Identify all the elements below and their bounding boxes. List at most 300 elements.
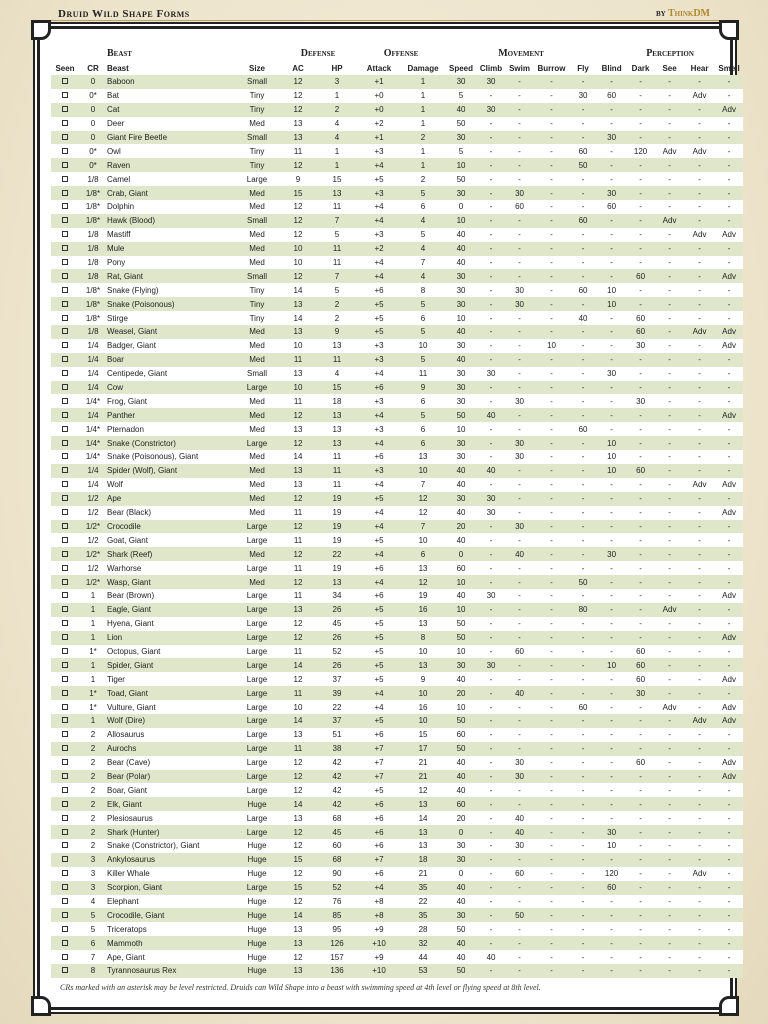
- seen-cell[interactable]: [51, 589, 79, 603]
- cell-burrow: -: [534, 895, 569, 909]
- cell-ac: 10: [279, 256, 317, 270]
- cell-hear: -: [684, 242, 715, 256]
- cell-burrow: -: [534, 297, 569, 311]
- seen-checkbox[interactable]: [62, 704, 68, 710]
- cell-dark: -: [626, 922, 655, 936]
- cell-see: -: [655, 436, 684, 450]
- cell-speed: 30: [445, 492, 477, 506]
- cell-attack: +6: [357, 561, 401, 575]
- cell-speed: 60: [445, 561, 477, 575]
- cell-climb: -: [477, 450, 505, 464]
- seen-checkbox[interactable]: [62, 912, 68, 918]
- seen-cell[interactable]: [51, 770, 79, 784]
- cell-attack: +7: [357, 756, 401, 770]
- seen-cell[interactable]: [51, 783, 79, 797]
- cell-burrow: -: [534, 436, 569, 450]
- seen-checkbox[interactable]: [62, 273, 68, 279]
- seen-cell[interactable]: [51, 756, 79, 770]
- seen-checkbox[interactable]: [62, 162, 68, 168]
- cell-hp: 60: [317, 839, 357, 853]
- cell-burrow: -: [534, 367, 569, 381]
- cell-cr: 4: [79, 895, 107, 909]
- cell-damage: 53: [401, 964, 445, 978]
- seen-checkbox[interactable]: [62, 384, 68, 390]
- cell-size: Med: [235, 464, 279, 478]
- cell-hp: 2: [317, 103, 357, 117]
- cell-swim: -: [505, 603, 534, 617]
- cell-beast: Snake (Constrictor): [107, 436, 235, 450]
- cell-hp: 37: [317, 714, 357, 728]
- cell-blind: -: [597, 964, 626, 978]
- seen-cell[interactable]: [51, 131, 79, 145]
- cell-beast: Snake (Poisonous), Giant: [107, 450, 235, 464]
- table-row: [51, 589, 743, 603]
- cell-cr: 1: [79, 617, 107, 631]
- column-header-hear: Hear: [690, 63, 709, 73]
- seen-cell[interactable]: [51, 839, 79, 853]
- table-row: [51, 839, 743, 853]
- cell-beast: Lion: [107, 631, 235, 645]
- cell-climb: -: [477, 811, 505, 825]
- seen-cell[interactable]: [51, 520, 79, 534]
- seen-checkbox[interactable]: [62, 676, 68, 682]
- seen-cell[interactable]: [51, 242, 79, 256]
- cell-hear: -: [684, 256, 715, 270]
- seen-cell[interactable]: [51, 908, 79, 922]
- column-header-dark: Dark: [631, 63, 650, 73]
- seen-checkbox[interactable]: [62, 620, 68, 626]
- seen-cell[interactable]: [51, 269, 79, 283]
- cell-smell: Adv: [715, 631, 743, 645]
- cell-fly: 60: [569, 144, 597, 158]
- seen-checkbox[interactable]: [62, 78, 68, 84]
- seen-cell[interactable]: [51, 742, 79, 756]
- seen-checkbox[interactable]: [62, 203, 68, 209]
- cell-beast: Weasel, Giant: [107, 325, 235, 339]
- cell-size: Large: [235, 728, 279, 742]
- seen-checkbox[interactable]: [62, 967, 68, 973]
- cell-speed: 50: [445, 922, 477, 936]
- seen-checkbox[interactable]: [62, 106, 68, 112]
- seen-checkbox[interactable]: [62, 231, 68, 237]
- seen-cell[interactable]: [51, 714, 79, 728]
- cell-cr: 1/4: [79, 464, 107, 478]
- seen-cell[interactable]: [51, 478, 79, 492]
- seen-cell[interactable]: [51, 436, 79, 450]
- seen-cell[interactable]: [51, 686, 79, 700]
- seen-cell[interactable]: [51, 881, 79, 895]
- cell-size: Med: [235, 394, 279, 408]
- cell-beast: Frog, Giant: [107, 394, 235, 408]
- seen-cell[interactable]: [51, 561, 79, 575]
- cell-damage: 12: [401, 575, 445, 589]
- cell-beast: Elk, Giant: [107, 797, 235, 811]
- seen-checkbox[interactable]: [62, 315, 68, 321]
- seen-checkbox[interactable]: [62, 217, 68, 223]
- cell-dark: -: [626, 547, 655, 561]
- cell-speed: 30: [445, 269, 477, 283]
- seen-checkbox[interactable]: [62, 606, 68, 612]
- cell-cr: 1/8: [79, 228, 107, 242]
- cell-speed: 20: [445, 520, 477, 534]
- cell-fly: -: [569, 520, 597, 534]
- seen-cell[interactable]: [51, 547, 79, 561]
- cell-attack: +6: [357, 283, 401, 297]
- seen-cell[interactable]: [51, 408, 79, 422]
- seen-checkbox[interactable]: [62, 870, 68, 876]
- table-row: [51, 714, 743, 728]
- cell-hp: 42: [317, 756, 357, 770]
- seen-cell[interactable]: [51, 325, 79, 339]
- cell-dark: -: [626, 797, 655, 811]
- seen-checkbox[interactable]: [62, 551, 68, 557]
- seen-checkbox[interactable]: [62, 829, 68, 835]
- cell-damage: 21: [401, 867, 445, 881]
- seen-cell[interactable]: [51, 353, 79, 367]
- table-row: [51, 381, 743, 395]
- cell-see: -: [655, 617, 684, 631]
- seen-cell[interactable]: [51, 603, 79, 617]
- cell-dark: -: [626, 492, 655, 506]
- seen-cell[interactable]: [51, 158, 79, 172]
- cell-blind: -: [597, 686, 626, 700]
- seen-checkbox[interactable]: [62, 356, 68, 362]
- cell-climb: -: [477, 839, 505, 853]
- cell-cr: 6: [79, 936, 107, 950]
- seen-cell[interactable]: [51, 89, 79, 103]
- cell-dark: -: [626, 158, 655, 172]
- footnote: CRs marked with an asterisk may be level restricted. Druids can Wild Shape into a beast with swimming speed at 4th level or flying speed at 8th level.: [60, 983, 541, 992]
- seen-checkbox[interactable]: [62, 954, 68, 960]
- seen-cell[interactable]: [51, 339, 79, 353]
- cell-climb: -: [477, 172, 505, 186]
- seen-checkbox[interactable]: [62, 634, 68, 640]
- cell-damage: 35: [401, 881, 445, 895]
- seen-cell[interactable]: [51, 533, 79, 547]
- cell-dark: -: [626, 936, 655, 950]
- table-row: [51, 700, 743, 714]
- cell-smell: -: [715, 144, 743, 158]
- cell-cr: 1/8: [79, 172, 107, 186]
- cell-speed: 10: [445, 214, 477, 228]
- cell-cr: 3: [79, 881, 107, 895]
- cell-attack: +4: [357, 700, 401, 714]
- cell-fly: -: [569, 922, 597, 936]
- cell-cr: 1/8*: [79, 214, 107, 228]
- cell-smell: Adv: [715, 408, 743, 422]
- seen-cell[interactable]: [51, 922, 79, 936]
- seen-checkbox[interactable]: [62, 509, 68, 515]
- cell-attack: +1: [357, 75, 401, 89]
- cell-burrow: -: [534, 672, 569, 686]
- cell-blind: -: [597, 797, 626, 811]
- seen-cell[interactable]: [51, 950, 79, 964]
- cell-dark: -: [626, 811, 655, 825]
- seen-checkbox[interactable]: [62, 815, 68, 821]
- cell-attack: +3: [357, 353, 401, 367]
- seen-checkbox[interactable]: [62, 884, 68, 890]
- seen-cell[interactable]: [51, 964, 79, 978]
- cell-speed: 10: [445, 575, 477, 589]
- cell-blind: -: [597, 478, 626, 492]
- cell-see: -: [655, 631, 684, 645]
- cell-burrow: -: [534, 908, 569, 922]
- seen-cell[interactable]: [51, 631, 79, 645]
- seen-checkbox[interactable]: [62, 856, 68, 862]
- cell-speed: 30: [445, 339, 477, 353]
- table-row: [51, 228, 743, 242]
- table-row: [51, 464, 743, 478]
- cell-dark: 60: [626, 464, 655, 478]
- cell-swim: -: [505, 506, 534, 520]
- seen-checkbox[interactable]: [62, 690, 68, 696]
- seen-cell[interactable]: [51, 75, 79, 89]
- seen-cell[interactable]: [51, 394, 79, 408]
- seen-cell[interactable]: [51, 658, 79, 672]
- cell-smell: -: [715, 422, 743, 436]
- cell-climb: -: [477, 714, 505, 728]
- cell-attack: +6: [357, 811, 401, 825]
- cell-cr: 1/8: [79, 325, 107, 339]
- seen-cell[interactable]: [51, 200, 79, 214]
- seen-checkbox[interactable]: [62, 926, 68, 932]
- cell-dark: -: [626, 700, 655, 714]
- cell-climb: 30: [477, 103, 505, 117]
- seen-checkbox[interactable]: [62, 759, 68, 765]
- cell-smell: Adv: [715, 589, 743, 603]
- seen-cell[interactable]: [51, 228, 79, 242]
- table-row: [51, 742, 743, 756]
- cell-hear: -: [684, 436, 715, 450]
- seen-checkbox[interactable]: [62, 523, 68, 529]
- seen-checkbox[interactable]: [62, 648, 68, 654]
- seen-checkbox[interactable]: [62, 426, 68, 432]
- cell-size: Tiny: [235, 89, 279, 103]
- seen-checkbox[interactable]: [62, 440, 68, 446]
- seen-checkbox[interactable]: [62, 565, 68, 571]
- seen-cell[interactable]: [51, 506, 79, 520]
- seen-checkbox[interactable]: [62, 495, 68, 501]
- cell-smell: Adv: [715, 339, 743, 353]
- cell-climb: -: [477, 964, 505, 978]
- cell-attack: +4: [357, 881, 401, 895]
- cell-attack: +4: [357, 478, 401, 492]
- cell-burrow: -: [534, 464, 569, 478]
- seen-cell[interactable]: [51, 797, 79, 811]
- cell-dark: -: [626, 436, 655, 450]
- seen-cell[interactable]: [51, 214, 79, 228]
- seen-cell[interactable]: [51, 311, 79, 325]
- cell-smell: -: [715, 158, 743, 172]
- cell-blind: -: [597, 756, 626, 770]
- cell-see: -: [655, 422, 684, 436]
- cell-cr: 2: [79, 742, 107, 756]
- cell-hear: Adv: [684, 228, 715, 242]
- seen-cell[interactable]: [51, 172, 79, 186]
- cell-hear: -: [684, 783, 715, 797]
- cell-beast: Cat: [107, 103, 235, 117]
- cell-swim: -: [505, 242, 534, 256]
- seen-cell[interactable]: [51, 103, 79, 117]
- cell-smell: -: [715, 89, 743, 103]
- seen-checkbox[interactable]: [62, 134, 68, 140]
- cell-fly: -: [569, 533, 597, 547]
- seen-cell[interactable]: [51, 297, 79, 311]
- seen-checkbox[interactable]: [62, 92, 68, 98]
- seen-cell[interactable]: [51, 367, 79, 381]
- table-row: [51, 964, 743, 978]
- seen-cell[interactable]: [51, 283, 79, 297]
- seen-checkbox[interactable]: [62, 328, 68, 334]
- cell-smell: -: [715, 520, 743, 534]
- seen-cell[interactable]: [51, 144, 79, 158]
- seen-checkbox[interactable]: [62, 120, 68, 126]
- cell-climb: -: [477, 867, 505, 881]
- seen-checkbox[interactable]: [62, 342, 68, 348]
- seen-checkbox[interactable]: [62, 148, 68, 154]
- cell-attack: +5: [357, 311, 401, 325]
- cell-attack: +4: [357, 158, 401, 172]
- seen-checkbox[interactable]: [62, 662, 68, 668]
- cell-see: -: [655, 242, 684, 256]
- cell-burrow: -: [534, 283, 569, 297]
- cell-damage: 4: [401, 242, 445, 256]
- seen-checkbox[interactable]: [62, 773, 68, 779]
- cell-blind: -: [597, 783, 626, 797]
- cell-dark: -: [626, 520, 655, 534]
- seen-cell[interactable]: [51, 645, 79, 659]
- cell-blind: -: [597, 922, 626, 936]
- cell-damage: 15: [401, 728, 445, 742]
- seen-checkbox[interactable]: [62, 940, 68, 946]
- table-row: [51, 506, 743, 520]
- seen-checkbox[interactable]: [62, 731, 68, 737]
- cell-see: -: [655, 714, 684, 728]
- seen-cell[interactable]: [51, 700, 79, 714]
- seen-checkbox[interactable]: [62, 287, 68, 293]
- seen-cell[interactable]: [51, 450, 79, 464]
- seen-checkbox[interactable]: [62, 245, 68, 251]
- seen-checkbox[interactable]: [62, 898, 68, 904]
- cell-swim: -: [505, 700, 534, 714]
- seen-checkbox[interactable]: [62, 787, 68, 793]
- frame-corner: [719, 20, 739, 40]
- cell-hp: 5: [317, 228, 357, 242]
- cell-attack: +9: [357, 922, 401, 936]
- cell-attack: +4: [357, 436, 401, 450]
- seen-cell[interactable]: [51, 422, 79, 436]
- cell-smell: Adv: [715, 506, 743, 520]
- seen-checkbox[interactable]: [62, 453, 68, 459]
- seen-cell[interactable]: [51, 895, 79, 909]
- seen-checkbox[interactable]: [62, 412, 68, 418]
- seen-checkbox[interactable]: [62, 579, 68, 585]
- cell-swim: 30: [505, 770, 534, 784]
- seen-checkbox[interactable]: [62, 717, 68, 723]
- seen-cell[interactable]: [51, 256, 79, 270]
- cell-smell: -: [715, 839, 743, 853]
- cell-damage: 5: [401, 408, 445, 422]
- seen-checkbox[interactable]: [62, 467, 68, 473]
- cell-speed: 30: [445, 186, 477, 200]
- seen-cell[interactable]: [51, 617, 79, 631]
- cell-burrow: -: [534, 839, 569, 853]
- cell-speed: 40: [445, 950, 477, 964]
- seen-cell[interactable]: [51, 867, 79, 881]
- seen-cell[interactable]: [51, 728, 79, 742]
- cell-ac: 12: [279, 547, 317, 561]
- cell-hp: 22: [317, 700, 357, 714]
- seen-checkbox[interactable]: [62, 190, 68, 196]
- table-row: [51, 547, 743, 561]
- cell-speed: 60: [445, 797, 477, 811]
- seen-cell[interactable]: [51, 825, 79, 839]
- cell-damage: 12: [401, 492, 445, 506]
- cell-dark: -: [626, 895, 655, 909]
- cell-damage: 5: [401, 325, 445, 339]
- cell-see: -: [655, 686, 684, 700]
- seen-checkbox[interactable]: [62, 370, 68, 376]
- seen-checkbox[interactable]: [62, 481, 68, 487]
- table-row: [51, 658, 743, 672]
- table-row: [51, 756, 743, 770]
- cell-ac: 11: [279, 533, 317, 547]
- column-header-smell: Smell: [718, 63, 740, 73]
- cell-beast: Ape: [107, 492, 235, 506]
- seen-cell[interactable]: [51, 811, 79, 825]
- seen-cell[interactable]: [51, 492, 79, 506]
- table-body: [51, 75, 743, 978]
- cell-attack: +4: [357, 547, 401, 561]
- seen-checkbox[interactable]: [62, 745, 68, 751]
- cell-fly: 50: [569, 575, 597, 589]
- seen-cell[interactable]: [51, 464, 79, 478]
- cell-climb: 30: [477, 506, 505, 520]
- seen-cell[interactable]: [51, 672, 79, 686]
- seen-checkbox[interactable]: [62, 259, 68, 265]
- cell-hear: -: [684, 214, 715, 228]
- seen-checkbox[interactable]: [62, 842, 68, 848]
- seen-checkbox[interactable]: [62, 176, 68, 182]
- cell-hear: -: [684, 964, 715, 978]
- cell-fly: -: [569, 895, 597, 909]
- seen-cell[interactable]: [51, 853, 79, 867]
- seen-cell[interactable]: [51, 381, 79, 395]
- cell-size: Med: [235, 117, 279, 131]
- cell-dark: -: [626, 964, 655, 978]
- cell-hp: 42: [317, 770, 357, 784]
- seen-cell[interactable]: [51, 936, 79, 950]
- cell-burrow: -: [534, 506, 569, 520]
- cell-climb: -: [477, 353, 505, 367]
- cell-size: Large: [235, 770, 279, 784]
- seen-checkbox[interactable]: [62, 398, 68, 404]
- cell-hp: 11: [317, 200, 357, 214]
- seen-checkbox[interactable]: [62, 801, 68, 807]
- cell-size: Med: [235, 339, 279, 353]
- seen-cell[interactable]: [51, 186, 79, 200]
- cell-swim: 40: [505, 811, 534, 825]
- seen-cell[interactable]: [51, 117, 79, 131]
- seen-checkbox[interactable]: [62, 592, 68, 598]
- seen-checkbox[interactable]: [62, 301, 68, 307]
- cell-speed: 40: [445, 895, 477, 909]
- seen-cell[interactable]: [51, 575, 79, 589]
- cell-swim: -: [505, 269, 534, 283]
- cell-speed: 30: [445, 394, 477, 408]
- cell-ac: 12: [279, 214, 317, 228]
- seen-checkbox[interactable]: [62, 537, 68, 543]
